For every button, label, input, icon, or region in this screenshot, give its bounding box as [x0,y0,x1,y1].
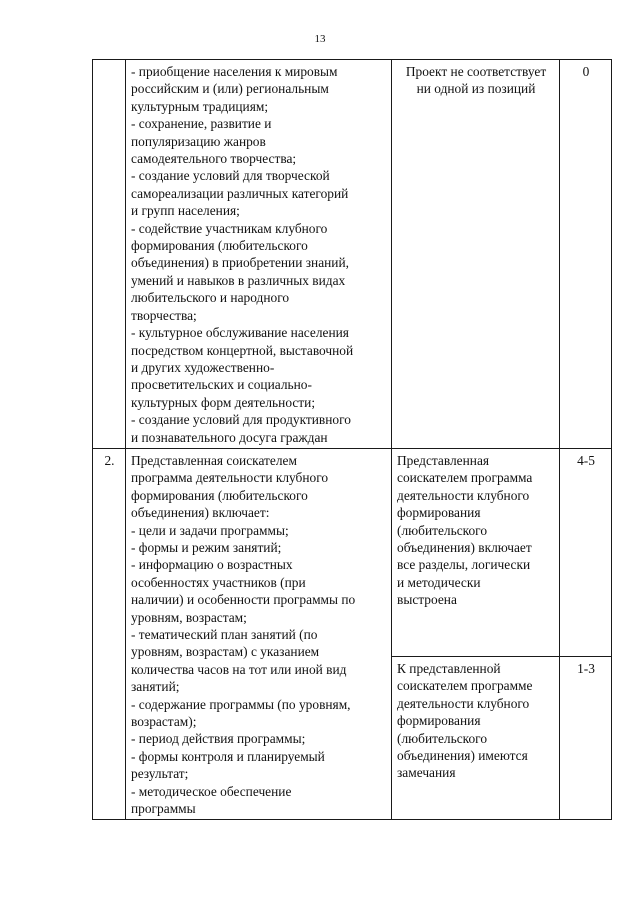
criterion-line: - цели и задачи программы; [131,522,289,538]
criteria-table [92,59,612,820]
assessment-description-line: К представленной [397,660,501,676]
criterion-line: - период действия программы; [131,731,306,747]
criterion-line: самореализации различных категорий [131,185,349,201]
criterion-cell [126,60,392,449]
row-number-cell [93,60,126,449]
assessment-description-line: формирования [397,505,481,521]
criterion-line: формирования (любительского [131,487,308,503]
criterion-line: программа деятельности клубного [131,470,329,486]
criterion-line: программы [131,801,196,817]
criterion-line: - сохранение, развитие и [131,116,272,132]
assessment-description-line: и методически [397,574,481,590]
assessment-description-line: деятельности клубного [397,695,530,711]
criterion-line: особенностях участников (при [131,574,306,590]
score-cell: 1-3 [560,656,612,820]
criterion-line: творчества; [131,307,197,323]
criterion-line: наличии) и особенности программы по [131,592,356,608]
assessment-description-line: ни одной из позиций [416,81,536,97]
assessment-description-line: объединения) включает [397,539,532,555]
assessment-description-line: все разделы, логически [397,557,531,573]
assessment-description-line: деятельности клубного [397,487,530,503]
criterion-line: - формы и режим занятий; [131,539,282,555]
assessment-description-cell [392,60,560,449]
assessment-description-line: (любительского [397,522,488,538]
criterion-line: - создание условий для продуктивного [131,412,351,428]
assessment-description-line: (любительского [397,730,488,746]
assessment-description-line: Проект не соответствует [405,64,547,79]
criterion-line: - методическое обеспечение [131,783,292,799]
criterion-line: любительского и народного [131,290,290,306]
criterion-line: культурным традициям; [131,98,269,114]
criterion-line: - содействие участникам клубного [131,220,328,236]
score-cell: 0 [560,60,612,449]
assessment-description-cell [392,656,560,820]
assessment-description-line: соискателем программа [397,470,533,486]
criterion-line: культурных форм деятельности; [131,394,316,410]
criterion-line: возрастам); [131,714,197,730]
page-number: 13 [314,33,326,45]
criterion-line: популяризацию жанров [131,133,266,149]
row-number-cell: 2. [93,448,126,820]
criterion-line: уровням, возрастам) с указанием [131,644,320,660]
criterion-line: результат; [131,766,189,782]
criteria-table-body [93,60,612,820]
criterion-line: и групп населения; [131,203,240,219]
criterion-line: и познавательного досуга граждан [131,429,328,445]
criterion-line: умений и навыков в различных видах [131,272,346,288]
assessment-description-line: замечания [397,765,456,781]
criterion-line: объединения) в приобретении знаний, [131,255,349,271]
criterion-line: - культурное обслуживание населения [131,325,349,341]
assessment-description-line: соискателем программе [397,678,533,694]
criterion-line: - тематический план занятий (по [131,627,318,642]
criterion-line: формирования (любительского [131,238,308,254]
criterion-line: - приобщение населения к мировым [131,64,338,79]
criterion-line: - информацию о возрастных [131,557,293,573]
criterion-line: уровням, возрастам; [131,609,247,625]
assessment-description-line: Представленная [397,452,490,468]
assessment-description-line: объединения) имеются [397,747,528,763]
criterion-line: занятий; [131,679,180,695]
criterion-line: российским и (или) региональным [131,81,329,97]
criterion-line: - формы контроля и планируемый [131,748,325,764]
table-row [93,448,612,656]
assessment-description-line: формирования [397,713,481,729]
criterion-line: самодеятельного творчества; [131,151,297,167]
criterion-line: просветительских и социально- [131,377,312,393]
criterion-line: Представленная соискателем [131,452,297,468]
criterion-line: и других художественно- [131,359,275,375]
criterion-cell [126,448,392,820]
criterion-line: объединения) включает: [131,505,270,521]
criterion-line: количества часов на тот или иной вид [131,661,347,677]
criterion-line: - содержание программы (по уровням, [131,696,351,712]
criterion-line: посредством концертной, выставочной [131,342,354,358]
assessment-description-cell [392,448,560,656]
criterion-line: - создание условий для творческой [131,168,330,184]
score-cell: 4-5 [560,448,612,656]
table-row [93,60,612,449]
assessment-description-line: выстроена [397,592,457,608]
